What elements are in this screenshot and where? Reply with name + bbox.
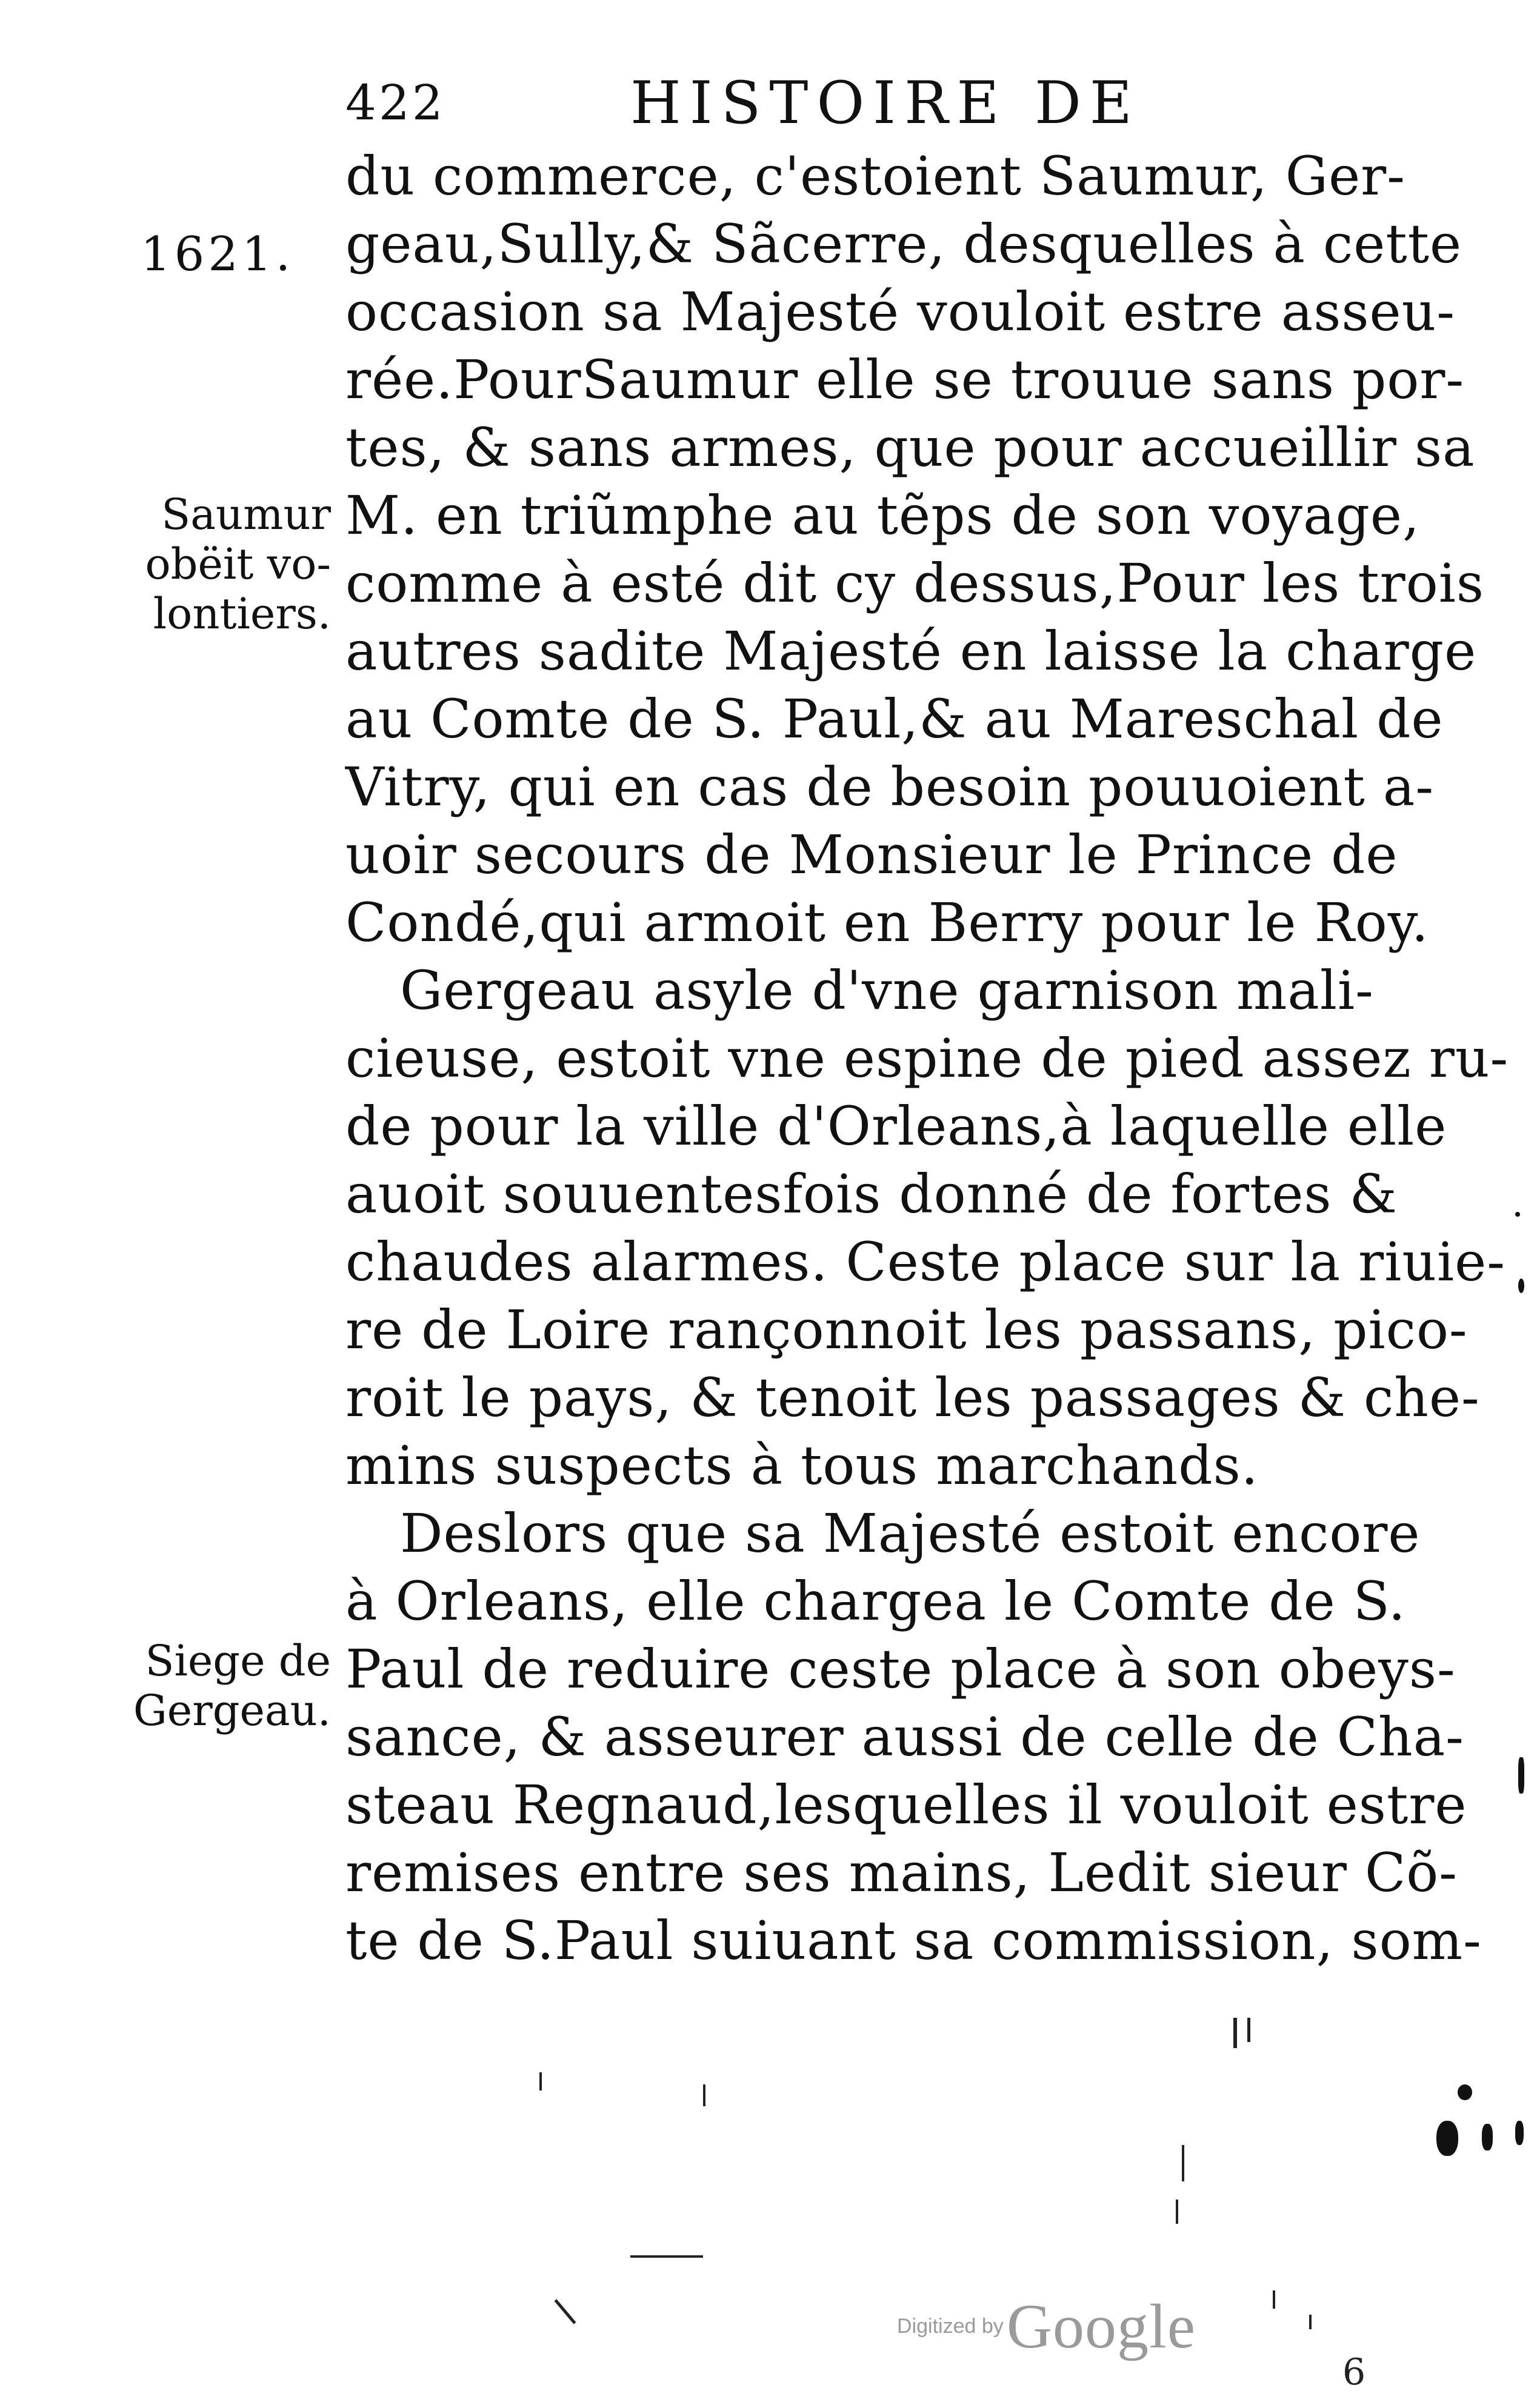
scan-mark xyxy=(1176,2200,1178,2224)
text-line: mins suspects à tous marchands. xyxy=(345,1434,1259,1497)
ink-speck xyxy=(1515,2121,1524,2145)
text-line: geau,Sully,& Sãcerre, desquelles à cette xyxy=(345,213,1462,275)
scan-mark xyxy=(703,2084,705,2106)
text-line: remises entre ses mains, Ledit sieur Cõ- xyxy=(345,1841,1458,1904)
digitized-watermark xyxy=(897,2290,1196,2363)
ink-speck xyxy=(1518,1757,1524,1794)
paragraph-first-line: Deslors que sa Majesté estoit encore xyxy=(400,1502,1421,1565)
text-line: au Comte de S. Paul,& au Mareschal de xyxy=(345,688,1444,750)
text-line: te de S.Paul suiuant sa commission, som- xyxy=(345,1909,1482,1972)
margin-note-line: Gergeau. xyxy=(133,1686,331,1735)
text-line: à Orleans, elle chargea le Comte de S. xyxy=(345,1570,1406,1632)
scan-mark xyxy=(1233,2018,1237,2048)
margin-note-siege xyxy=(133,1636,331,1735)
text-line: auoit souuentesfois donné de fortes & xyxy=(345,1163,1398,1225)
ink-speck xyxy=(1518,1279,1524,1293)
text-line: tes, & sans armes, que pour accueillir sa xyxy=(345,416,1475,479)
text-line: sance, & asseurer aussi de celle de Cha- xyxy=(345,1706,1464,1768)
text-line: roit le pays, & tenoit les passages & che- xyxy=(345,1366,1480,1429)
ink-speck xyxy=(1515,1212,1520,1217)
scan-mark xyxy=(555,2299,576,2324)
watermark-brand: Google xyxy=(1006,2292,1196,2361)
ink-speck xyxy=(1482,2124,1493,2150)
text-line: re de Loire rançonnoit les passans, pico- xyxy=(345,1299,1468,1361)
scan-mark xyxy=(1182,2145,1184,2181)
scan-mark xyxy=(630,2255,703,2258)
margin-year: 1621. xyxy=(141,227,295,282)
watermark-prefix: Digitized by xyxy=(897,2315,1004,2338)
margin-note-line: obëit vo- xyxy=(145,539,331,589)
margin-note-line: lontiers. xyxy=(153,589,331,639)
text-line: Vitry, qui en cas de besoin pouuoient a- xyxy=(345,756,1435,818)
page-number: 422 xyxy=(345,75,445,131)
text-line: autres sadite Majesté en laisse la charge xyxy=(345,620,1477,682)
running-title: HISTOIRE DE xyxy=(630,69,1141,137)
text-line: uoir secours de Monsieur le Prince de xyxy=(345,823,1398,886)
ink-speck xyxy=(1458,2084,1472,2100)
text-line: steau Regnaud,lesquelles il vouloit estre xyxy=(345,1774,1467,1836)
body-text xyxy=(345,142,1509,1975)
scan-mark xyxy=(1273,2290,1275,2309)
text-line: Paul de reduire ceste place à son obeys- xyxy=(345,1638,1456,1700)
text-line: Condé,qui armoit en Berry pour le Roy. xyxy=(345,891,1429,954)
text-line: de pour la ville d'Orleans,à laquelle elle xyxy=(345,1095,1447,1157)
margin-note-line: Siege de xyxy=(145,1636,331,1686)
text-line: du commerce, c'estoient Saumur, Ger- xyxy=(345,145,1405,207)
text-line: chaudes alarmes. Ceste place sur la riuie- xyxy=(345,1231,1505,1293)
margin-note-line: Saumur xyxy=(161,490,331,539)
text-line: rée.PourSaumur elle se trouue sans por- xyxy=(345,348,1465,411)
footer-mark: 6 xyxy=(1342,2351,1366,2393)
ink-speck xyxy=(1436,2121,1458,2156)
text-line: comme à esté dit cy dessus,Pour les trois xyxy=(345,552,1485,614)
scan-mark xyxy=(1247,2018,1250,2042)
paragraph-first-line: Gergeau asyle d'vne garnison mali- xyxy=(400,959,1374,1022)
scan-mark xyxy=(1309,2315,1312,2329)
margin-note-saumur xyxy=(145,490,332,639)
scan-mark xyxy=(539,2072,542,2090)
text-line: M. en triũmphe au tẽps de son voyage, xyxy=(345,484,1420,547)
text-line: cieuse, estoit vne espine de pied assez ru- xyxy=(345,1027,1509,1089)
text-line: occasion sa Majesté vouloit estre asseu- xyxy=(345,281,1456,343)
